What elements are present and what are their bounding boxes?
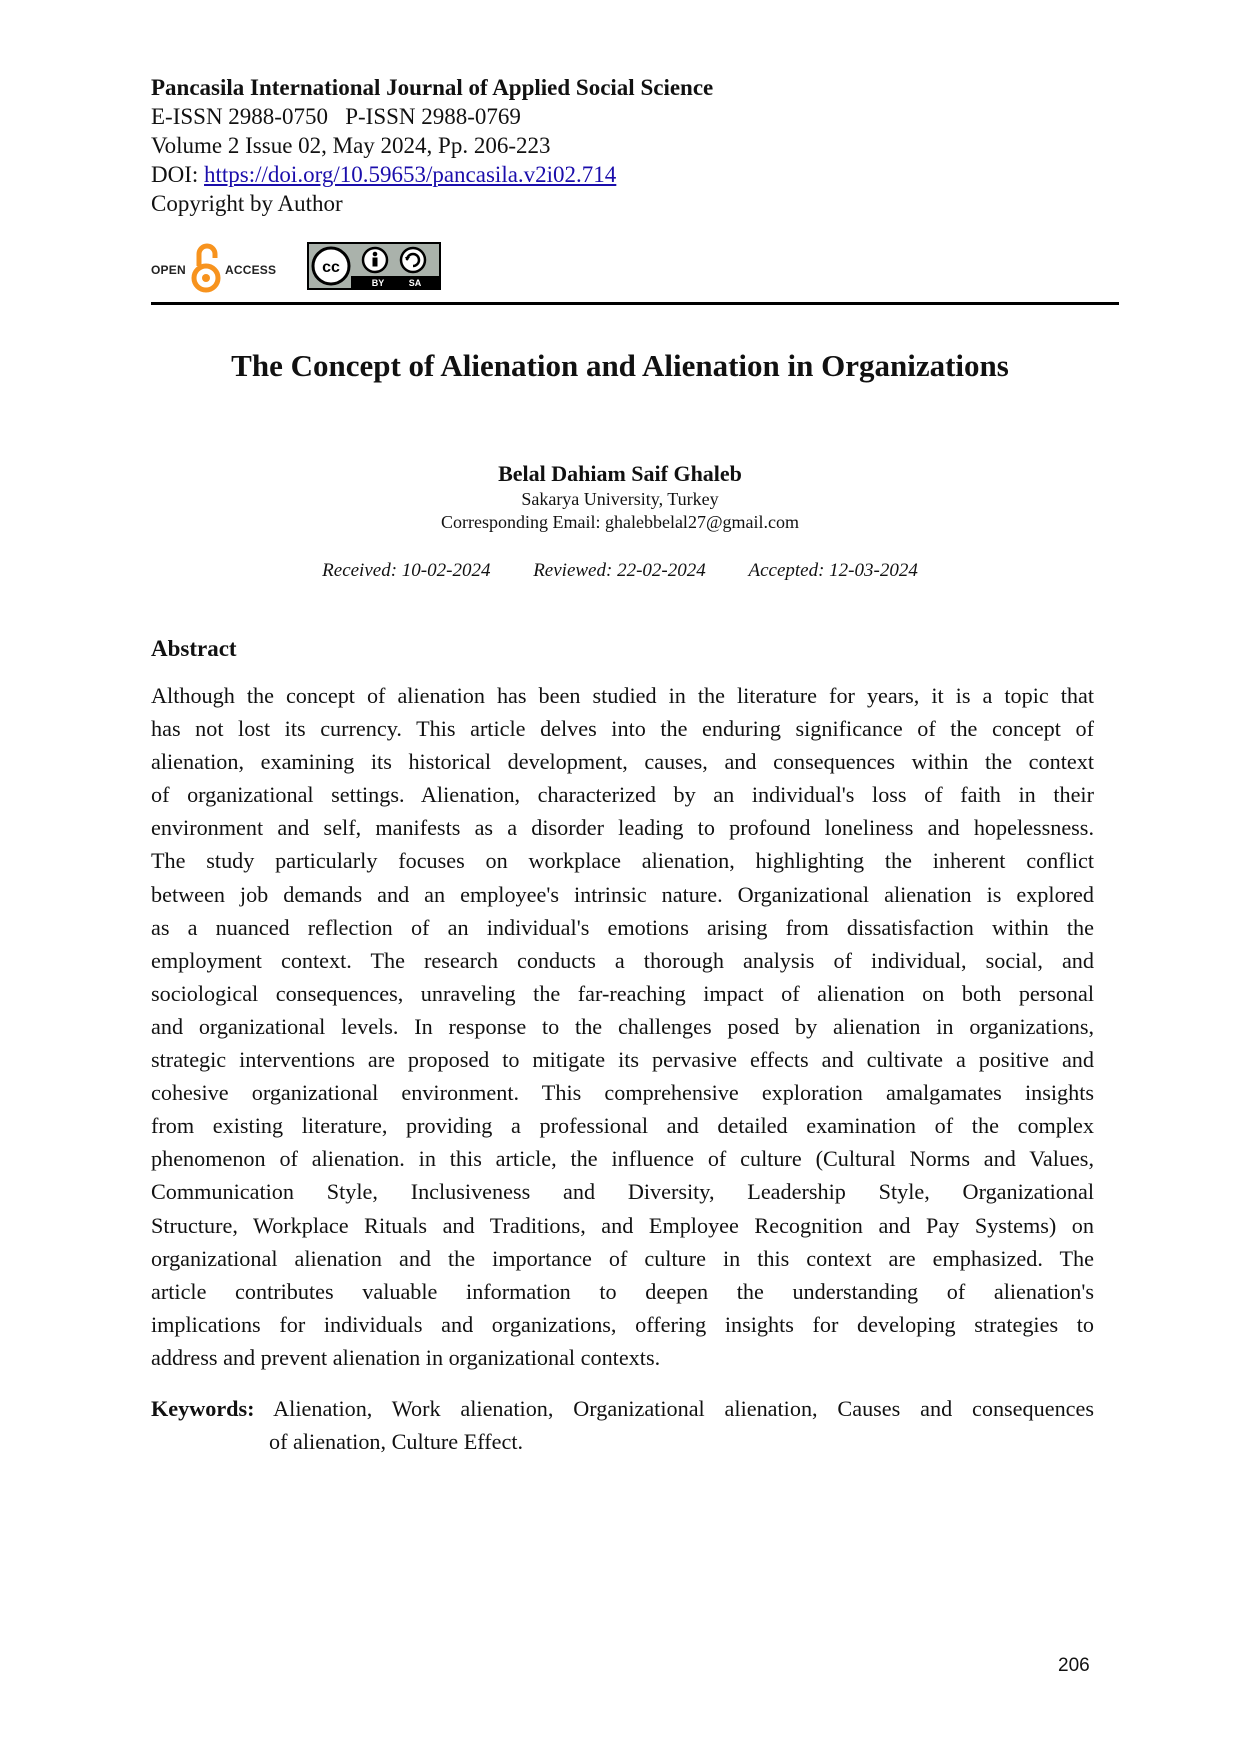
abstract-line: cohesive organizational environment. This comprehensive exploration amalgamates insights: [151, 1080, 1094, 1106]
abstract-line: from existing literature, providing a professional and detailed examination of the complex: [151, 1113, 1094, 1139]
abstract-line: has not lost its currency. This article delves into the enduring significance of the concept of: [151, 716, 1094, 742]
abstract-line: The study particularly focuses on workplace alienation, highlighting the inherent conflict: [151, 848, 1094, 874]
svg-text:cc: cc: [322, 259, 340, 276]
abstract-line: Although the concept of alienation has been studied in the literature for years, it is a topic that: [151, 683, 1094, 708]
abstract-heading: Abstract: [151, 636, 237, 661]
abstract-line: implications for individuals and organizations, offering insights for developing strategies to: [151, 1311, 1094, 1337]
doi-label: DOI:: [151, 162, 205, 187]
journal-name: Pancasila International Journal of Applied Social Science: [151, 75, 714, 100]
author-affiliation: Sakarya University, Turkey: [521, 489, 719, 509]
abstract-line: phenomenon of alienation. in this article, the influence of culture (Cultural Norms and Values,: [151, 1146, 1094, 1172]
abstract-line: employment context. The research conducts a thorough analysis of individual, social, and: [151, 947, 1094, 973]
open-access-right-text: ACCESS: [225, 263, 277, 277]
abstract-line: as a nuanced reflection of an individual's emotions arising from dissatisfaction within the: [151, 914, 1094, 940]
page-number: 206: [1058, 1655, 1090, 1676]
keywords-line-1: [151, 1392, 1094, 1425]
open-access-badge[interactable]: [151, 240, 281, 296]
doi-link[interactable]: https://doi.org/10.59653/pancasila.v2i02.714: [204, 162, 617, 187]
abstract-body: [151, 679, 1094, 1374]
abstract-line: between job demands and an employee's intrinsic nature. Organizational alienation is explored: [151, 881, 1094, 907]
journal-header: [151, 73, 1051, 218]
abstract-line: sociological consequences, unraveling the far-reaching impact of alienation on both personal: [151, 980, 1094, 1006]
license-by-text: BY: [371, 278, 385, 288]
open-access-left-text: OPEN: [151, 263, 186, 277]
keywords-label: Keywords:: [151, 1396, 255, 1421]
reviewed-date: Reviewed: 22-02-2024: [533, 560, 706, 581]
journal-copyright: Copyright by Author: [151, 191, 343, 216]
author-block: [0, 460, 1240, 534]
abstract-line: article contributes valuable information to deepen the understanding of alienation's: [151, 1278, 1094, 1304]
abstract-line: Structure, Workplace Rituals and Traditions, and Employee Recognition and Pay Systems) on: [151, 1212, 1094, 1238]
received-date: Received: 10-02-2024: [322, 560, 491, 581]
journal-volume: Volume 2 Issue 02, May 2024, Pp. 206-223: [151, 133, 551, 158]
accepted-date: Accepted: 12-03-2024: [748, 560, 918, 581]
paper-title: The Concept of Alienation and Alienation in Organizations: [231, 348, 1009, 383]
abstract-line: address and prevent alienation in organizational contexts.: [151, 1344, 661, 1370]
keywords-text-1: Alienation, Work alienation, Organizational alienation, Causes and consequences: [254, 1396, 1094, 1421]
abstract-line: Communication Style, Inclusiveness and Diversity, Leadership Style, Organizational: [151, 1179, 1094, 1205]
abstract-line: organizational alienation and the importance of culture in this context are emphasized. The: [151, 1245, 1094, 1271]
journal-doi: [151, 160, 1051, 189]
abstract-line: strategic interventions are proposed to mitigate its pervasive effects and cultivate a positive and: [151, 1047, 1094, 1073]
abstract-line: of organizational settings. Alienation, characterized by an individual's loss of faith in their: [151, 782, 1094, 808]
author-email: Corresponding Email: ghalebbelal27@gmail.com: [441, 512, 799, 532]
license-sa-text: SA: [408, 278, 422, 288]
submission-dates: [0, 559, 1240, 583]
abstract-line: environment and self, manifests as a disorder leading to profound loneliness and hopelessness.: [151, 815, 1094, 841]
keywords: [151, 1392, 1094, 1458]
keywords-text-2: of alienation, Culture Effect.: [269, 1429, 524, 1454]
badges: [151, 240, 451, 296]
cc-by-sa-icon[interactable]: [307, 242, 441, 290]
header-divider: [151, 302, 1119, 305]
journal-issn: E-ISSN 2988-0750 P-ISSN 2988-0769: [151, 104, 521, 129]
open-access-lock-icon: [189, 240, 223, 296]
abstract-line: and organizational levels. In response to the challenges posed by alienation in organizations,: [151, 1013, 1094, 1039]
author-name: Belal Dahiam Saif Ghaleb: [498, 461, 742, 486]
abstract-line: alienation, examining its historical development, causes, and consequences within the context: [151, 749, 1094, 775]
